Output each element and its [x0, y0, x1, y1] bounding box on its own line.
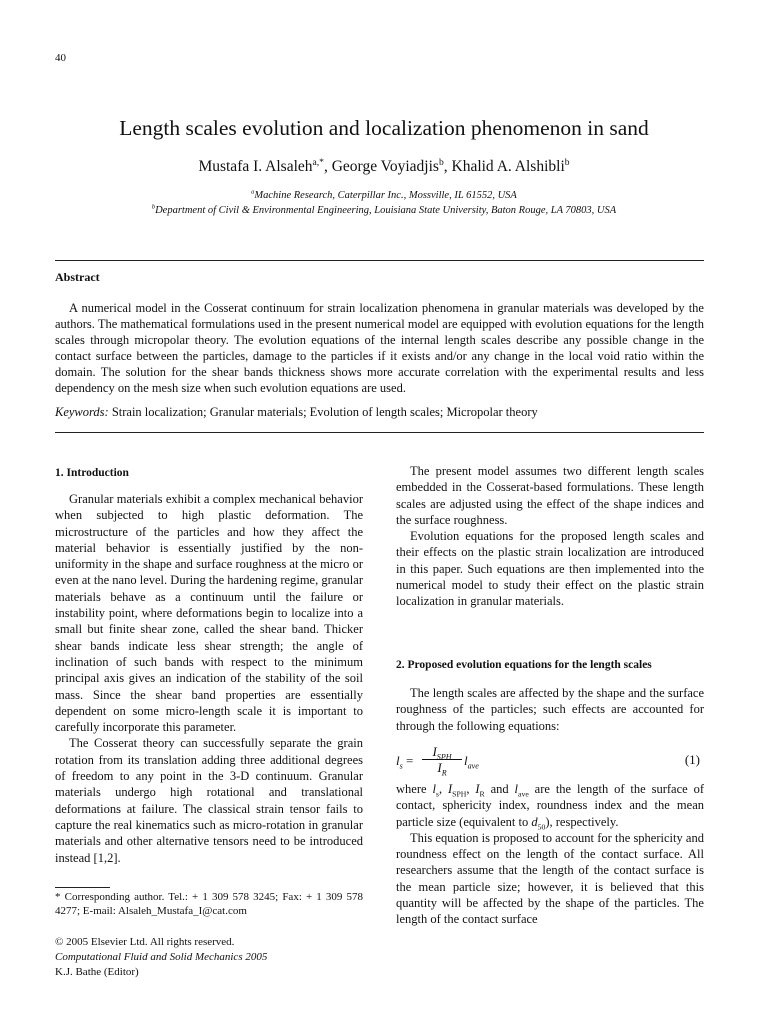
- author-affiliation-mark: b: [438, 156, 444, 168]
- paragraph: The length scales are affected by the shape and the surface roughness of the particles; such effects are accounted for through the following equations:: [396, 686, 704, 733]
- equals-sign: =: [402, 753, 414, 768]
- symbol: d: [531, 814, 538, 829]
- affiliation: [0, 190, 768, 201]
- abstract-text: A numerical model in the Cosserat continuum for strain localization phenomena in granular materials was developed by the authors. The mathematical formulations used in the present numerical model are equipped with evolution equations for the length scales through micropolar theory. The evolution equations of the internal length scales describe any possible change in the contact surface between the particles, damage to the particles if it exists and/or any change in the local void ratio within the domain. The solution for the shear bands thickness shows more accurate correlation with the experimental results and less dependency on the mesh size when such evolution equations are used.: [55, 301, 704, 395]
- equation-number: (1): [684, 752, 700, 767]
- footnote-rule: [55, 887, 110, 888]
- text: where: [396, 782, 433, 796]
- paragraph: [396, 781, 704, 830]
- symbol: l: [432, 782, 436, 796]
- equation-lhs: [396, 753, 413, 769]
- subscript: R: [479, 789, 485, 799]
- equation-fraction: [422, 744, 462, 778]
- numerator: [422, 744, 462, 760]
- journal-name: Computational Fluid and Solid Mechanics 2005: [55, 951, 268, 963]
- subscript: SPH: [436, 752, 452, 762]
- publication-footer: [55, 935, 267, 980]
- keywords-label: Keywords:: [55, 405, 109, 419]
- intro-heading: [55, 464, 363, 481]
- affiliation-mark: b: [151, 203, 156, 211]
- subscript: s: [399, 761, 403, 771]
- keywords-text: Strain localization; Granular materials; Evolution of length scales; Micropolar theory: [111, 405, 538, 419]
- symbol: l: [396, 753, 400, 768]
- affiliation-mark: a: [251, 188, 255, 196]
- affiliation-text: Department of Civil & Environmental Engineering, Louisiana State University, Baton Rouge, LA 70803, USA: [155, 205, 617, 216]
- divider: [55, 432, 704, 433]
- paragraph: The present model assumes two different length scales embedded in the Cosserat-based formulations. These length scales are adjusted using the effect of the shape indices and the surface roughness.: [396, 464, 704, 527]
- author-name: Khalid A. Alshibli: [451, 158, 565, 175]
- section-heading: 1. Introduction: [55, 467, 129, 479]
- paragraph: The Cosserat theory can successfully separate the grain rotation from its translation adding three additional degrees of freedom to any point in the 3-D continuum. Granular materials undergo high rotational and translational deformations at failure. The classical strain tensor fails to capture the real kinematics such as micro-rotation in granular materials and other alternative tensors need to be introduced instead [1,2].: [55, 736, 363, 865]
- symbol: I: [432, 744, 437, 759]
- section2-paragraph: [396, 685, 704, 734]
- text: ,: [438, 782, 448, 796]
- paragraph: Granular materials exhibit a complex mechanical behavior when subjected to high plastic deformation. The microstructure of the particles and how they affect the material behavior is essentially justified by the non-uniformity in the shape and surface roughness at the micro or even at the nano level. During the hardening regime, granular materials behave as a continuum until the failure or instability point, where deformations begin to localize into a small but finite shear zone, called the shear band. Thicker shear bands indicate less shear strength; the angle of inclination of such bands with respect to the minimum principal axis gives an indication of the stability of the soil mass. Since the shear band properties are essentially dependent on some micro-length scale it is important to carefully incorporate this parameter.: [55, 492, 363, 735]
- equation-rhs: [464, 753, 479, 769]
- section2-body: [396, 781, 704, 928]
- affiliation-text: Machine Research, Caterpillar Inc., Mossville, IL 61552, USA: [254, 190, 517, 201]
- footnote: * Corresponding author. Tel.: + 1 309 578 3245; Fax: + 1 309 578 4277; E-mail: Alsaleh_Mustafa_I@cat.com: [55, 891, 363, 917]
- subscript: s: [435, 789, 439, 799]
- right-intro: [396, 463, 704, 610]
- text: ), respectively.: [545, 814, 619, 829]
- symbol: I: [447, 782, 453, 796]
- copyright: © 2005 Elsevier Ltd. All rights reserved.: [55, 936, 235, 948]
- author-separator: ,: [323, 158, 332, 175]
- paragraph: This equation is proposed to account for the sphericity and roundness effect on the length of the contact surface. All researchers assume that the length of the contact surface is the mean particle size; however, it is believed that this quantity will be affected by the shape of the particles. The length of the contact surface: [396, 830, 704, 927]
- affiliation: [0, 205, 768, 216]
- symbol: I: [437, 760, 442, 775]
- subscript: SPH: [452, 789, 467, 799]
- subscript: ave: [518, 789, 529, 799]
- divider: [55, 260, 704, 261]
- symbol: l: [464, 753, 468, 768]
- author-affiliation-mark: a,*: [312, 156, 324, 168]
- author-name: George Voyiadjis: [331, 158, 439, 175]
- subscript: 50: [537, 822, 546, 832]
- section2-heading-wrap: [396, 656, 704, 673]
- subscript: R: [441, 768, 447, 778]
- denominator: [422, 760, 462, 778]
- section-heading: 2. Proposed evolution equations for the length scales: [396, 659, 652, 671]
- text: and: [484, 782, 515, 796]
- equation-1: [396, 744, 704, 778]
- text: are the length of the surface of contact, sphericity index, roundness index and the mean particle size (equivalent to: [396, 782, 704, 829]
- author-affiliation-mark: b: [564, 156, 570, 168]
- paper-title: Length scales evolution and localization phenomenon in sand: [119, 116, 649, 140]
- subscript: ave: [467, 761, 479, 771]
- author-name: Mustafa I. Alsaleh: [198, 158, 313, 175]
- keywords: [55, 404, 704, 420]
- intro-paragraph: [55, 491, 363, 866]
- abstract-heading: Abstract: [55, 270, 100, 284]
- page-number: 40: [55, 52, 66, 64]
- paragraph: Evolution equations for the proposed length scales and their effects on the plastic strain localization are introduced in this paper. Such equations are then implemented into the numerical model to study their effect on the plastic strain localization in granular materials.: [396, 529, 704, 609]
- author-list: [0, 158, 768, 176]
- symbol: I: [475, 782, 480, 796]
- symbol: l: [514, 782, 519, 796]
- author-separator: ,: [443, 158, 452, 175]
- editor: K.J. Bathe (Editor): [55, 966, 139, 978]
- text: ,: [466, 782, 476, 796]
